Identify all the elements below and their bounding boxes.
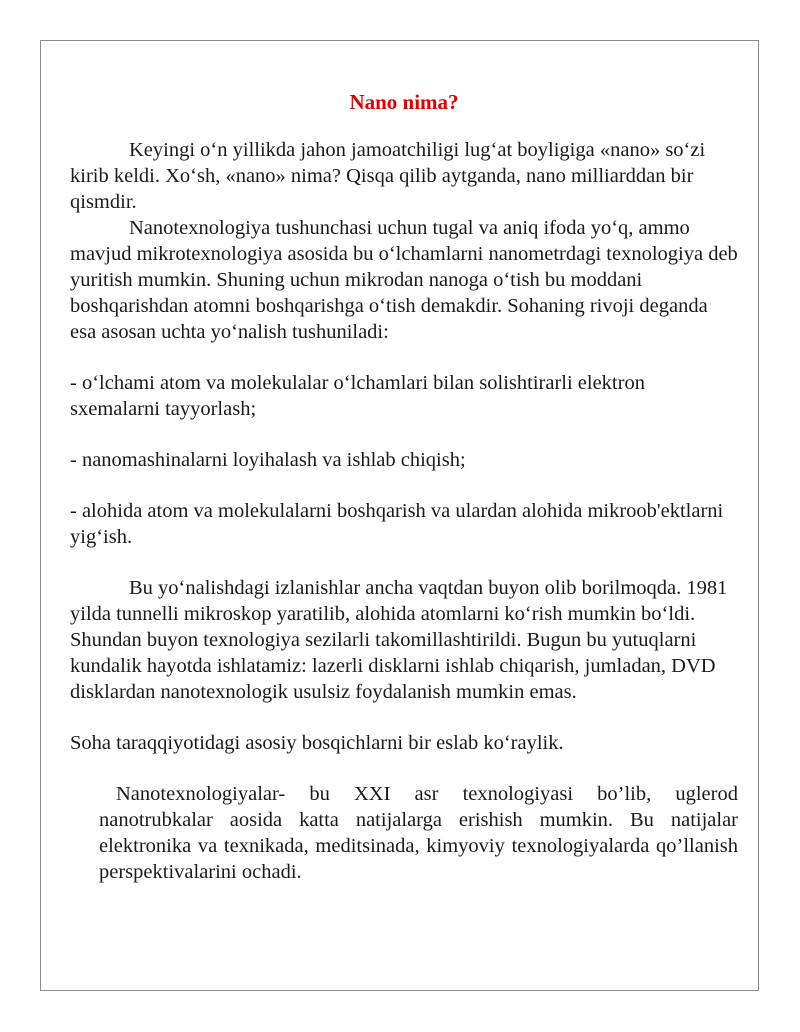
paragraph-research-history: Bu yo‘nalishdagi izlanishlar ancha vaqtdan buyon olib borilmoqda. 1981 yilda tunnelli mikroskop yaratilib, alohida atomlarni ko‘rish mumkin bo‘ldi. Shundan buyon texnologiya sezilarli takomillashtirildi. Bugun bu yutuqlarni kundalik hayotda ishlatamiz: lazerli disklarni ishlab chiqarish, jumladan, DVD disklardan nanotexnologik usulsiz foydalanish mumkin emas. <box>70 577 728 703</box>
list-item-nanomachines: - nanomashinalarni loyihalash va ishlab chiqish; <box>70 449 466 471</box>
document-page <box>40 40 759 991</box>
paragraph-stages: Soha taraqqiyotidagi asosiy bosqichlarni bir eslab ko‘raylik. <box>70 732 564 754</box>
paragraph-definition: Nanotexnologiya tushunchasi uchun tugal va aniq ifoda yo‘q, ammo mavjud mikrotexnologiya asosida bu o‘lchamlarni nanometrdagi texnologiya deb yuritish mumkin. Shuning uchun mikrodan nanoga o‘tish bu moddani boshqarishdan atomni boshqarishga o‘tish demakdir. Sohaning rivoji deganda esa asosan uchta yo‘nalish tushuniladi: <box>70 217 738 343</box>
list-item-electronic-circuits: - o‘lchami atom va molekulalar o‘lchamlari bilan solishtirarli elektron sxemalarni tayyorlash; <box>70 372 645 420</box>
document-body <box>70 89 738 885</box>
document-title: Nano nima? <box>349 90 459 114</box>
paragraph-conclusion: Nanotexnologiyalar- bu XXI asr texnologiyasi bo’lib, uglerod nanotrubkalar aosida katta natijalarga erishish mumkin. Bu natijalar elektronika va texnikada, meditsinada, kimyoviy texnologiyalarda qo’llanish perspektivalarini ochadi. <box>99 783 738 883</box>
list-item-atom-control: - alohida atom va molekulalarni boshqarish va ulardan alohida mikroob'ektlarni yig‘ish. <box>70 500 724 548</box>
paragraph-intro: Keyingi o‘n yillikda jahon jamoatchiligi lug‘at boyligiga «nano» so‘zi kirib keldi. Xo‘sh, «nano» nima? Qisqa qilib aytganda, nano milliarddan bir qismdir. <box>70 139 706 213</box>
